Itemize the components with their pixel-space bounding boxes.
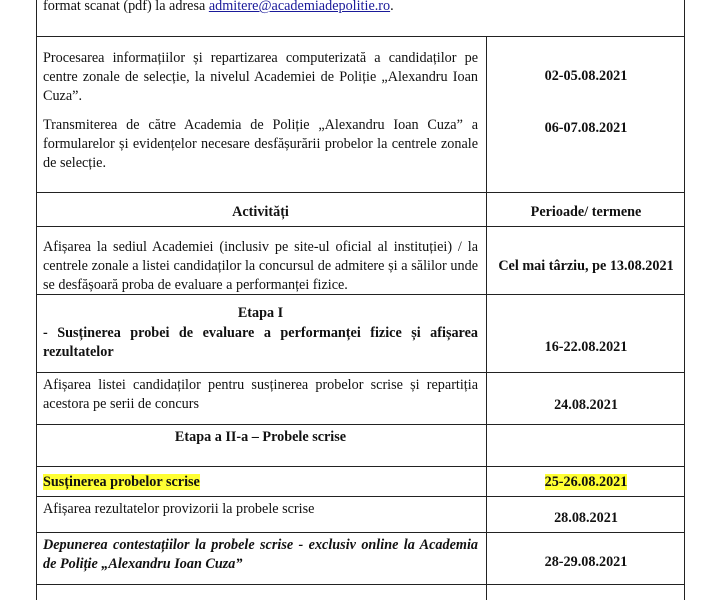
admissions-email-link[interactable]: admitere@academiadepolitie.ro xyxy=(208,0,391,14)
row-3-activity: Afișarea la sediul Academiei (inclusiv pe site-ul oficial al instituției) / la centrele zonale a listei candidaților la concursul de admitere și a sălilor unde se desfășoară proba de evaluare a performanței fizice. xyxy=(43,239,478,293)
row-3-period: Cel mai târziu, pe 13.08.2021 xyxy=(498,258,674,274)
row-2-activity: Transmiterea de către Academia de Poliție „Alexandru Ioan Cuza” a formularelor și evidențelor necesare desfășurării probelor la centrele zonale de selecție. xyxy=(43,117,478,171)
row-9-activity: Depunerea contestațiilor la probele scrise - exclusiv online la Academia de Poliție „Alexandru Ioan Cuza” xyxy=(43,537,478,572)
row-4-stage-title: Etapa I xyxy=(237,305,284,321)
row-1-activity: Procesarea informațiilor și repartizarea computerizată a candidaților pe centre zonale de selecție, la nivelul Academiei de Poliție „Alexandru Ioan Cuza”. xyxy=(43,50,478,104)
row-7-activity-highlight: Susținerea probelor scrise xyxy=(43,474,200,490)
row-0-prefix: format scanat (pdf) la adresa xyxy=(43,0,209,14)
row-8-period: 28.08.2021 xyxy=(554,510,618,526)
row-1-period: 02-05.08.2021 xyxy=(544,68,628,84)
row-0-text xyxy=(43,0,478,16)
row-5-activity: Afișarea listei candidaților pentru susținerea probelor scrise și repartiția acestora pe serii de concurs xyxy=(43,377,478,412)
table-right-border xyxy=(684,0,685,600)
row-9-period: 28-29.08.2021 xyxy=(544,554,628,570)
row-0-suffix: . xyxy=(390,0,394,14)
schedule-table xyxy=(36,0,684,600)
row-4-activity: - Susținerea probei de evaluare a performanței fizice și afișarea rezultatelor xyxy=(43,325,478,360)
header-periods: Perioade/ termene xyxy=(530,204,642,220)
row-4-period: 16-22.08.2021 xyxy=(544,339,628,355)
row-5-period: 24.08.2021 xyxy=(554,397,618,413)
row-7-activity xyxy=(43,473,478,492)
row-6-stage-title: Etapa a II-a – Probele scrise xyxy=(174,429,347,445)
row-7-period-highlight: 25-26.08.2021 xyxy=(544,474,628,490)
header-activities: Activități xyxy=(232,204,289,220)
row-8-activity: Afișarea rezultatelor provizorii la probele scrise xyxy=(43,501,315,517)
row-2-period: 06-07.08.2021 xyxy=(544,120,628,136)
row-7-period xyxy=(488,473,684,492)
